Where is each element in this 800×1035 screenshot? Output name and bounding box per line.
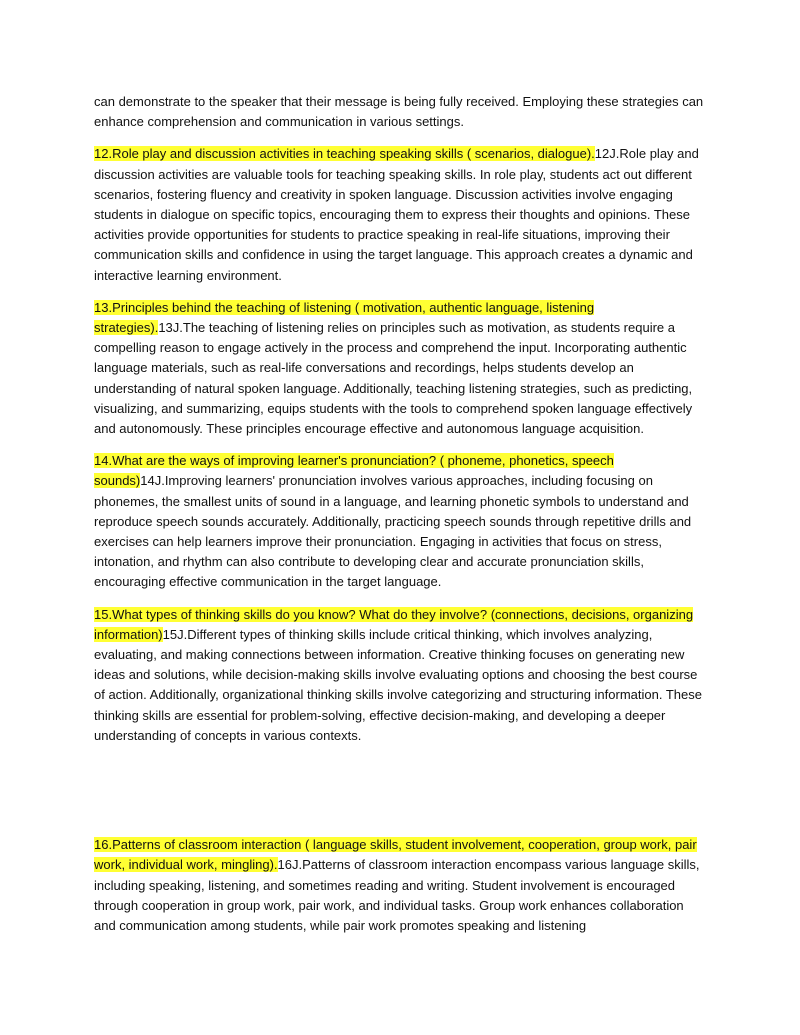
intro-paragraph [94,92,706,132]
question-13: 13.Principles behind the teaching of listening ( motivation, authentic language, listening strategies). [94,299,595,336]
answer-13: 13J.The teaching of listening relies on principles such as motivation, as students require a compelling reason to engage actively in the process and comprehend the input. Incorporating authentic language materials, such as real-life conversations and recordings, helps students develop an understanding of natural spoken language. Additionally, teaching listening strategies, such as predicting, visualizing, and summarizing, equips students with the tools to comprehend spoken language effectively and autonomously. These principles encourage effective and autonomous language acquisition. [94,320,693,437]
question-12: 12.Role play and discussion activities in teaching speaking skills ( scenarios, dialogue). [94,146,595,162]
section-16 [94,835,706,936]
answer-14: 14J.Improving learners' pronunciation involves various approaches, including focusing on phonemes, the smallest units of sound in a language, and learning phonetic symbols to understand and reproduce speech sounds accurately. Additionally, practicing speech sounds through repetitive drills and exercises can help learners improve their pronunciation. Engaging in activities that focus on stress, intonation, and rhythm can also contribute to developing clear and accurate pronunciation skills, encouraging effective communication in the target language. [94,473,692,590]
question-15: 15.What types of thinking skills do you know? What do they involve? (connections, decisions, organizing information) [94,606,694,642]
section-14 [94,451,706,592]
question-14: 14.What are the ways of improving learner's pronunciation? ( phoneme, phonetics, speech sounds) [94,453,614,489]
answer-15: 15J.Different types of thinking skills include critical thinking, which involves analyzing, evaluating, and making connections between information. Creative thinking focuses on generating new ideas and solutions, while decision-making skills involve evaluating options and choosing the best course of action. Additionally, organizational thinking skills involve categorizing and structuring information. These thinking skills are essential for problem-solving, effective decision-making, and developing a deeper understanding of concepts in various contexts. [94,626,702,743]
intro-text: can demonstrate to the speaker that their message is being fully received. Employing these strategies can enhance comprehension and communication in various settings. [94,94,704,130]
blank-space [94,758,706,835]
section-13 [94,298,706,439]
answer-16: 16J.Patterns of classroom interaction encompass various language skills, including speaking, listening, and sometimes reading and writing. Student involvement is encouraged through cooperation in group work, pair work, and individual tasks. Group work enhances collaboration and communication among students, while pair work promotes speaking and listening [94,857,700,933]
question-16: 16.Patterns of classroom interaction ( language skills, student involvement, cooperation, group work, pair work, individual work, mingling). [94,837,697,873]
document-body [94,92,706,948]
answer-12: 12J.Role play and discussion activities are valuable tools for teaching speaking skills. In role play, students act out different scenarios, fostering fluency and creativity in spoken language. Discussion activities involve engaging students in dialogue on specific topics, encouraging them to express their thoughts and opinions. These activities provide opportunities for students to practice speaking in real-life situations, improving their communication skills and confidence in using the target language. This approach creates a dynamic and interactive learning environment. [94,146,699,283]
section-15 [94,605,706,746]
section-12 [94,144,706,285]
